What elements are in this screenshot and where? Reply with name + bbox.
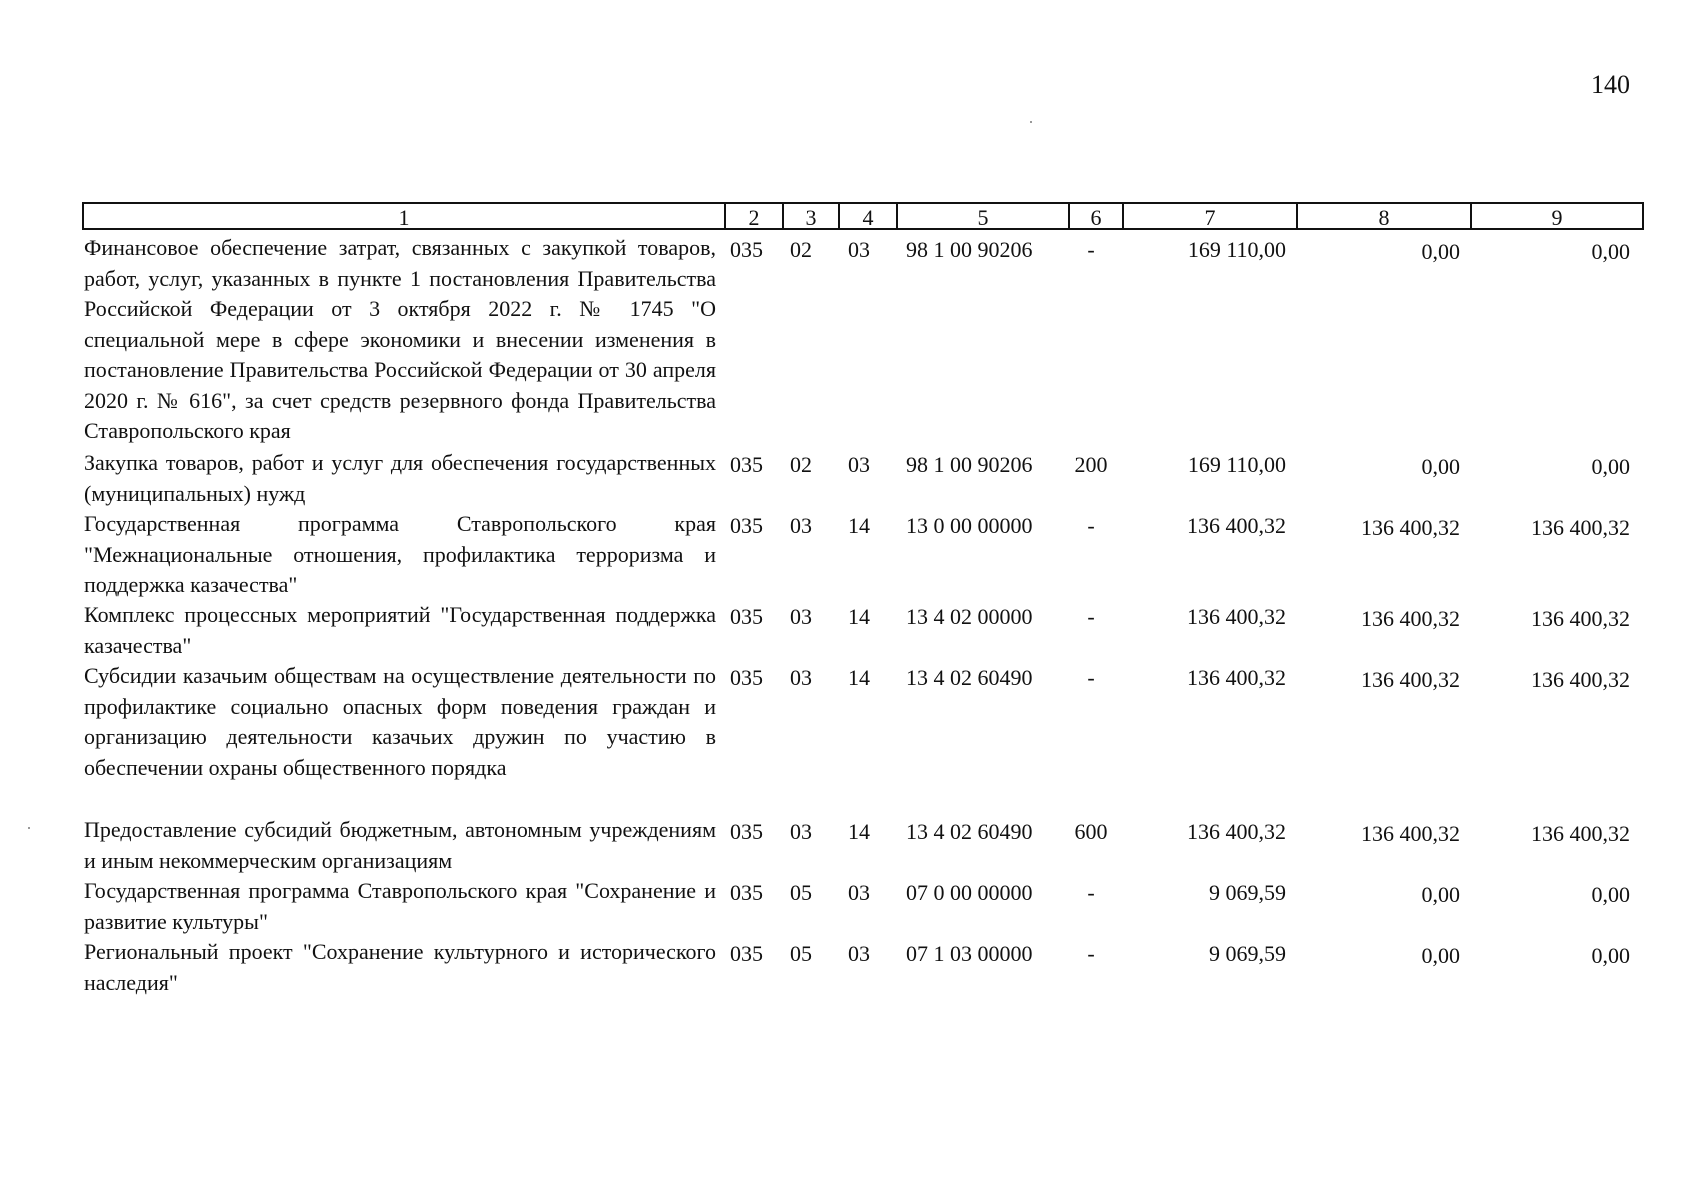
row-name: Государственная программа Ставропольского края "Межнациональные отношения, профилактика терроризма и поддержка казачества" [84,511,716,597]
cell-col8: 0,00 [1421,454,1460,479]
cell-col3: 02 [790,237,812,262]
cell-col8: 136 400,32 [1361,667,1460,692]
cell-col4: 14 [848,665,870,690]
row-name: Предоставление субсидий бюджетным, автономным учреждениям и иным некоммерческим организациям [84,817,716,873]
header-cell-8: 8 [1296,202,1472,230]
header-cell-2: 2 [724,202,784,230]
cell-col9: 136 400,32 [1531,821,1630,846]
cell-col6: 200 [1074,452,1108,477]
cell-col8: 136 400,32 [1361,821,1460,846]
cell-col8: 0,00 [1421,239,1460,264]
cell-col3: 02 [790,452,812,477]
header-cell-4: 4 [838,202,898,230]
cell-col7: 169 110,00 [1187,452,1286,477]
cell-col9: 0,00 [1591,882,1630,907]
row-name: Закупка товаров, работ и услуг для обеспечения государственных (муниципальных) нужд [84,450,716,506]
cell-col6: - [1087,665,1095,690]
row-name: Государственная программа Ставропольского края "Сохранение и развитие культуры" [84,878,716,934]
scan-speck [1030,121,1032,123]
cell-col5: 07 0 00 00000 [906,880,1033,905]
cell-col4: 03 [848,880,870,905]
cell-col6: - [1087,604,1095,629]
cell-col6: - [1087,880,1095,905]
cell-col4: 14 [848,604,870,629]
cell-col9: 0,00 [1591,454,1630,479]
cell-col6: - [1087,237,1095,262]
cell-col5: 07 1 03 00000 [906,941,1033,966]
row-name: Комплекс процессных мероприятий "Государственная поддержка казачества" [84,602,716,658]
cell-col8: 136 400,32 [1361,515,1460,540]
cell-col7: 169 110,00 [1187,237,1286,262]
cell-col6: 600 [1074,819,1108,844]
cell-col3: 03 [790,665,812,690]
cell-col8: 0,00 [1421,882,1460,907]
cell-col2: 035 [730,819,763,844]
cell-col6: - [1087,513,1095,538]
cell-col5: 98 1 00 90206 [906,237,1033,262]
cell-col9: 0,00 [1591,239,1630,264]
cell-col7: 9 069,59 [1209,941,1286,966]
cell-col3: 05 [790,880,812,905]
cell-col5: 13 4 02 00000 [906,604,1033,629]
cell-col2: 035 [730,604,763,629]
row-name: Региональный проект "Сохранение культурного и исторического наследия" [84,939,716,995]
cell-col2: 035 [730,513,763,538]
cell-col7: 9 069,59 [1209,880,1286,905]
cell-col4: 14 [848,513,870,538]
cell-col5: 13 4 02 60490 [906,819,1033,844]
cell-col3: 05 [790,941,812,966]
header-cell-9: 9 [1470,202,1644,230]
cell-col2: 035 [730,452,763,477]
cell-col2: 035 [730,665,763,690]
cell-col3: 03 [790,604,812,629]
cell-col9: 136 400,32 [1531,515,1630,540]
header-cell-3: 3 [782,202,840,230]
cell-col4: 03 [848,452,870,477]
cell-col3: 03 [790,513,812,538]
cell-col2: 035 [730,880,763,905]
cell-col7: 136 400,32 [1187,665,1286,690]
cell-col4: 03 [848,237,870,262]
cell-col2: 035 [730,237,763,262]
cell-col7: 136 400,32 [1187,819,1286,844]
cell-col6: - [1087,941,1095,966]
cell-col8: 0,00 [1421,943,1460,968]
cell-col2: 035 [730,941,763,966]
header-cell-5: 5 [896,202,1070,230]
cell-col5: 13 0 00 00000 [906,513,1033,538]
cell-col3: 03 [790,819,812,844]
cell-col9: 136 400,32 [1531,667,1630,692]
cell-col8: 136 400,32 [1361,606,1460,631]
cell-col7: 136 400,32 [1187,513,1286,538]
cell-col9: 136 400,32 [1531,606,1630,631]
scan-speck [28,827,30,829]
cell-col7: 136 400,32 [1187,604,1286,629]
header-cell-7: 7 [1122,202,1298,230]
row-name: Субсидии казачьим обществам на осуществление деятельности по профилактике социально опасных форм поведения граждан и организацию деятельности казачьих дружин по участию в обеспечении охраны общественного порядка [84,663,716,780]
cell-col5: 13 4 02 60490 [906,665,1033,690]
page-number: 140 [1591,70,1630,99]
cell-col4: 14 [848,819,870,844]
cell-col4: 03 [848,941,870,966]
header-cell-1: 1 [82,202,726,230]
cell-col5: 98 1 00 90206 [906,452,1033,477]
cell-col9: 0,00 [1591,943,1630,968]
header-cell-6: 6 [1068,202,1124,230]
row-name: Финансовое обеспечение затрат, связанных с закупкой товаров, работ, услуг, указанных в пункте 1 постановления Правительства Российской Федерации от 3 октября 2022 г. № 1745 "О специальной мере в сфере экономики и внесении изменения в постановление Правительства Российской Федерации от 30 апреля 2020 г. № 616", за счет средств резервного фонда Правительства Ставропольского края [84,235,716,443]
